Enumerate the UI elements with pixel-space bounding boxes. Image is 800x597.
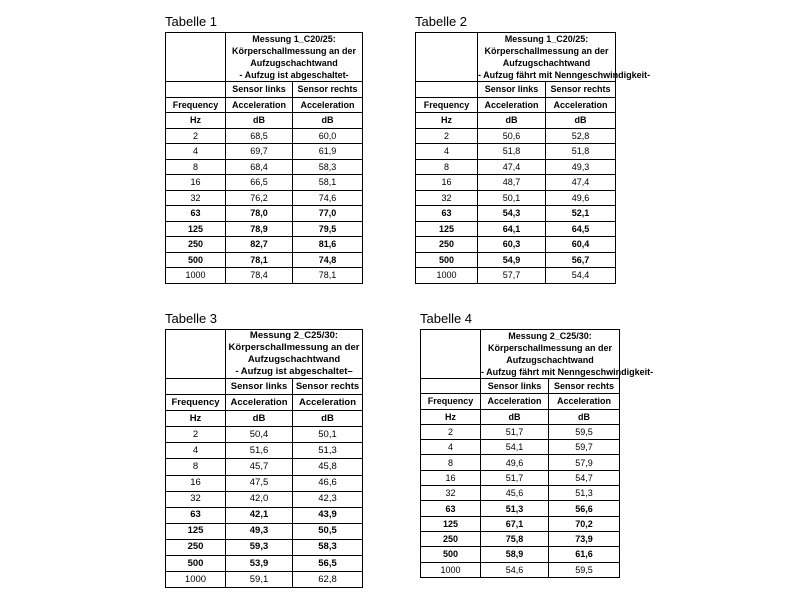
empty-cell (166, 82, 226, 98)
table-row (416, 221, 616, 237)
sensor-right-value: 54,4 (546, 268, 616, 284)
measurement-table (415, 32, 651, 284)
title-line: Körperschallmessung an der (231, 46, 357, 56)
table-block-2 (415, 14, 651, 284)
title-line: Messung 2_C25/30: (249, 330, 339, 341)
measurement-title (226, 330, 363, 379)
frequency-cell: 500 (416, 252, 478, 268)
sensor-right-value: 56,6 (549, 501, 620, 516)
frequency-cell: 63 (416, 206, 478, 222)
measurement-title (226, 33, 363, 82)
hz-unit: Hz (416, 113, 478, 129)
frequency-cell: 4 (416, 144, 478, 160)
sensor-left-header: Sensor links (481, 379, 549, 394)
sensor-left-header: Sensor links (226, 82, 293, 98)
table-row (166, 507, 363, 523)
db-unit-left: dB (478, 113, 546, 129)
sensor-left-value: 82,7 (226, 237, 293, 253)
sensor-left-value: 78,1 (226, 252, 293, 268)
sensor-left-header: Sensor links (478, 82, 546, 98)
frequency-cell: 4 (166, 144, 226, 160)
quantity-row (416, 97, 616, 113)
empty-corner-cell (166, 330, 226, 379)
sensor-left-value: 78,4 (226, 268, 293, 284)
title-line: Aufzugschachtwand (506, 355, 594, 365)
sensor-right-value: 52,8 (546, 128, 616, 144)
sensor-right-value: 52,1 (546, 206, 616, 222)
sensor-right-value: 58,1 (293, 175, 363, 191)
table-row (166, 221, 363, 237)
table-row (166, 190, 363, 206)
hz-unit: Hz (421, 409, 481, 424)
table-row (166, 128, 363, 144)
table-row (166, 159, 363, 175)
quantity-row (421, 394, 620, 409)
frequency-cell: 250 (166, 539, 226, 555)
frequency-cell: 4 (166, 443, 226, 459)
title-line: - Aufzug ist abgeschaltet- (239, 70, 349, 80)
db-unit-right: dB (549, 409, 620, 424)
sensor-right-value: 70,2 (549, 516, 620, 531)
sensor-left-value: 54,3 (478, 206, 546, 222)
db-unit-left: dB (481, 409, 549, 424)
units-row (166, 411, 363, 427)
frequency-cell: 8 (166, 159, 226, 175)
frequency-cell: 32 (421, 486, 481, 501)
table-row (416, 144, 616, 160)
hz-unit: Hz (166, 113, 226, 129)
sensor-left-value: 60,3 (478, 237, 546, 253)
sensor-right-value: 57,9 (549, 455, 620, 470)
table-row (421, 455, 620, 470)
sensor-left-value: 58,9 (481, 547, 549, 562)
table-block-1 (165, 14, 363, 284)
sensor-right-header: Sensor rechts (546, 82, 616, 98)
title-row (166, 330, 363, 379)
db-unit-right: dB (293, 113, 363, 129)
frequency-cell: 32 (416, 190, 478, 206)
table-row (421, 486, 620, 501)
sensor-left-value: 51,7 (481, 424, 549, 439)
table-row (416, 206, 616, 222)
title-line: Körperschallmessung an der (228, 342, 360, 353)
title-line: Messung 1_C20/25: (504, 34, 589, 44)
sensor-left-value: 50,4 (226, 427, 293, 443)
title-line: - Aufzug fährt mit Nenngeschwindigkeit- (478, 70, 651, 80)
empty-corner-cell (416, 33, 478, 82)
quantity-row (166, 97, 363, 113)
sensor-left-value: 57,7 (478, 268, 546, 284)
sensor-right-value: 79,5 (293, 221, 363, 237)
sensor-right-value: 74,6 (293, 190, 363, 206)
db-unit-left: dB (226, 411, 293, 427)
title-line: - Aufzug ist abgeschaltet– (235, 366, 353, 377)
table-row (166, 475, 363, 491)
frequency-cell: 16 (166, 475, 226, 491)
table-caption: Tabelle 4 (420, 311, 473, 326)
acceleration-right-header: Acceleration (293, 97, 363, 113)
frequency-cell: 8 (416, 159, 478, 175)
sensor-right-value: 54,7 (549, 470, 620, 485)
measurement-title (481, 330, 654, 379)
sensor-right-value: 58,3 (293, 159, 363, 175)
units-row (166, 113, 363, 129)
frequency-header: Frequency (166, 97, 226, 113)
sensor-right-value: 77,0 (293, 206, 363, 222)
acceleration-left-header: Acceleration (478, 97, 546, 113)
table-row (416, 159, 616, 175)
measurement-title (478, 33, 651, 82)
sensor-right-value: 60,0 (293, 128, 363, 144)
table-row (166, 237, 363, 253)
frequency-header: Frequency (421, 394, 481, 409)
sensor-left-value: 68,4 (226, 159, 293, 175)
title-line: Körperschallmessung an der (484, 46, 609, 56)
table-row (166, 268, 363, 284)
sensor-left-value: 67,1 (481, 516, 549, 531)
sensor-right-value: 59,7 (549, 440, 620, 455)
sensor-right-value: 43,9 (293, 507, 363, 523)
sensor-right-value: 74,8 (293, 252, 363, 268)
acceleration-right-header: Acceleration (546, 97, 616, 113)
sensor-right-value: 58,3 (293, 539, 363, 555)
title-row (421, 330, 620, 379)
frequency-cell: 8 (421, 455, 481, 470)
empty-cell (421, 379, 481, 394)
sensor-left-value: 49,3 (226, 523, 293, 539)
table-row (416, 175, 616, 191)
sensor-right-value: 81,6 (293, 237, 363, 253)
title-line: Messung 1_C20/25: (252, 34, 336, 44)
frequency-cell: 32 (166, 491, 226, 507)
sensor-right-value: 59,5 (549, 562, 620, 577)
frequency-cell: 125 (166, 523, 226, 539)
sensor-left-value: 78,9 (226, 221, 293, 237)
sensor-left-value: 78,0 (226, 206, 293, 222)
empty-corner-cell (421, 330, 481, 379)
sensor-right-header: Sensor rechts (293, 379, 363, 395)
frequency-cell: 8 (166, 459, 226, 475)
sensor-right-value: 61,6 (549, 547, 620, 562)
sensor-row (166, 82, 363, 98)
frequency-cell: 500 (166, 556, 226, 572)
sensor-right-value: 42,3 (293, 491, 363, 507)
frequency-cell: 500 (166, 252, 226, 268)
sensor-right-value: 56,7 (546, 252, 616, 268)
table-caption: Tabelle 2 (415, 14, 468, 29)
frequency-header: Frequency (416, 97, 478, 113)
measurement-table (420, 329, 654, 578)
table-row (166, 252, 363, 268)
db-unit-right: dB (293, 411, 363, 427)
sensor-left-value: 75,8 (481, 531, 549, 546)
table-row (421, 516, 620, 531)
title-row (416, 33, 616, 82)
table-row (421, 501, 620, 516)
sensor-left-value: 76,2 (226, 190, 293, 206)
table-row (421, 424, 620, 439)
measurement-table (165, 329, 363, 588)
sensor-right-value: 49,3 (546, 159, 616, 175)
frequency-cell: 500 (421, 547, 481, 562)
frequency-cell: 1000 (416, 268, 478, 284)
sensor-left-value: 42,0 (226, 491, 293, 507)
empty-cell (416, 82, 478, 98)
sensor-left-value: 59,3 (226, 539, 293, 555)
sensor-right-value: 51,3 (293, 443, 363, 459)
frequency-cell: 1000 (421, 562, 481, 577)
table-row (421, 531, 620, 546)
sensor-left-value: 59,1 (226, 572, 293, 588)
acceleration-right-header: Acceleration (293, 395, 363, 411)
sensor-left-value: 51,6 (226, 443, 293, 459)
frequency-cell: 125 (421, 516, 481, 531)
db-unit-right: dB (546, 113, 616, 129)
frequency-cell: 125 (166, 221, 226, 237)
sensor-right-value: 61,9 (293, 144, 363, 160)
table-row (166, 539, 363, 555)
frequency-cell: 16 (421, 470, 481, 485)
sensor-left-value: 47,4 (478, 159, 546, 175)
title-row (166, 33, 363, 82)
table-block-4 (420, 311, 654, 578)
units-row (421, 409, 620, 424)
frequency-cell: 2 (166, 128, 226, 144)
sensor-left-value: 68,5 (226, 128, 293, 144)
title-line: Aufzugschachtwand (247, 354, 341, 365)
title-line: Messung 2_C25/30: (508, 331, 592, 341)
empty-corner-cell (166, 33, 226, 82)
sensor-row (416, 82, 616, 98)
table-row (166, 491, 363, 507)
frequency-cell: 63 (421, 501, 481, 516)
frequency-cell: 63 (166, 507, 226, 523)
sensor-left-value: 66,5 (226, 175, 293, 191)
table-row (166, 556, 363, 572)
sensor-left-value: 53,9 (226, 556, 293, 572)
frequency-cell: 250 (166, 237, 226, 253)
sensor-right-value: 45,8 (293, 459, 363, 475)
table-row (166, 523, 363, 539)
frequency-cell: 125 (416, 221, 478, 237)
table-block-3 (165, 311, 363, 588)
hz-unit: Hz (166, 411, 226, 427)
frequency-cell: 32 (166, 190, 226, 206)
table-row (166, 459, 363, 475)
sensor-left-value: 54,6 (481, 562, 549, 577)
frequency-cell: 2 (166, 427, 226, 443)
sensor-right-value: 46,6 (293, 475, 363, 491)
sensor-row (166, 379, 363, 395)
frequency-cell: 63 (166, 206, 226, 222)
frequency-cell: 2 (421, 424, 481, 439)
table-row (166, 427, 363, 443)
table-row (166, 144, 363, 160)
frequency-header: Frequency (166, 395, 226, 411)
table-row (416, 190, 616, 206)
title-line: - Aufzug fährt mit Nenngeschwindigkeit- (481, 367, 654, 377)
sensor-left-value: 51,7 (481, 470, 549, 485)
sensor-right-value: 51,8 (546, 144, 616, 160)
acceleration-left-header: Acceleration (481, 394, 549, 409)
measurement-table (165, 32, 363, 284)
table-row (421, 547, 620, 562)
sensor-left-value: 51,3 (481, 501, 549, 516)
title-line: Aufzugschachtwand (502, 58, 591, 68)
sensor-right-value: 51,3 (549, 486, 620, 501)
sensor-left-value: 51,8 (478, 144, 546, 160)
table-row (421, 470, 620, 485)
sensor-right-value: 73,9 (549, 531, 620, 546)
quantity-row (166, 395, 363, 411)
frequency-cell: 250 (416, 237, 478, 253)
table-row (166, 572, 363, 588)
sensor-right-value: 49,6 (546, 190, 616, 206)
sensor-left-value: 54,1 (481, 440, 549, 455)
frequency-cell: 2 (416, 128, 478, 144)
title-line: Aufzugschachtwand (250, 58, 338, 68)
sensor-right-value: 59,5 (549, 424, 620, 439)
sensor-left-value: 45,6 (481, 486, 549, 501)
sensor-left-value: 42,1 (226, 507, 293, 523)
frequency-cell: 1000 (166, 268, 226, 284)
frequency-cell: 1000 (166, 572, 226, 588)
table-row (166, 443, 363, 459)
frequency-cell: 16 (166, 175, 226, 191)
acceleration-left-header: Acceleration (226, 395, 293, 411)
sensor-right-value: 50,5 (293, 523, 363, 539)
table-row (416, 237, 616, 253)
frequency-cell: 250 (421, 531, 481, 546)
sensor-left-value: 54,9 (478, 252, 546, 268)
sensor-right-header: Sensor rechts (293, 82, 363, 98)
title-line: Körperschallmessung an der (487, 343, 613, 353)
units-row (416, 113, 616, 129)
sensor-left-value: 69,7 (226, 144, 293, 160)
empty-cell (166, 379, 226, 395)
sensor-left-value: 49,6 (481, 455, 549, 470)
table-row (166, 175, 363, 191)
sensor-right-value: 78,1 (293, 268, 363, 284)
frequency-cell: 4 (421, 440, 481, 455)
sensor-left-value: 50,1 (478, 190, 546, 206)
sensor-right-value: 60,4 (546, 237, 616, 253)
sensor-right-header: Sensor rechts (549, 379, 620, 394)
sensor-right-value: 50,1 (293, 427, 363, 443)
sensor-left-value: 48,7 (478, 175, 546, 191)
table-caption: Tabelle 3 (165, 311, 218, 326)
sensor-left-value: 45,7 (226, 459, 293, 475)
sensor-left-value: 64,1 (478, 221, 546, 237)
sensor-right-value: 62,8 (293, 572, 363, 588)
sensor-right-value: 47,4 (546, 175, 616, 191)
sensor-left-value: 50,6 (478, 128, 546, 144)
table-row (416, 268, 616, 284)
sensor-right-value: 56,5 (293, 556, 363, 572)
sensor-left-header: Sensor links (226, 379, 293, 395)
table-caption: Tabelle 1 (165, 14, 218, 29)
table-row (166, 206, 363, 222)
sensor-left-value: 47,5 (226, 475, 293, 491)
acceleration-right-header: Acceleration (549, 394, 620, 409)
frequency-cell: 16 (416, 175, 478, 191)
table-row (421, 440, 620, 455)
table-row (416, 252, 616, 268)
sensor-right-value: 64,5 (546, 221, 616, 237)
table-row (421, 562, 620, 577)
acceleration-left-header: Acceleration (226, 97, 293, 113)
table-row (416, 128, 616, 144)
sensor-row (421, 379, 620, 394)
db-unit-left: dB (226, 113, 293, 129)
